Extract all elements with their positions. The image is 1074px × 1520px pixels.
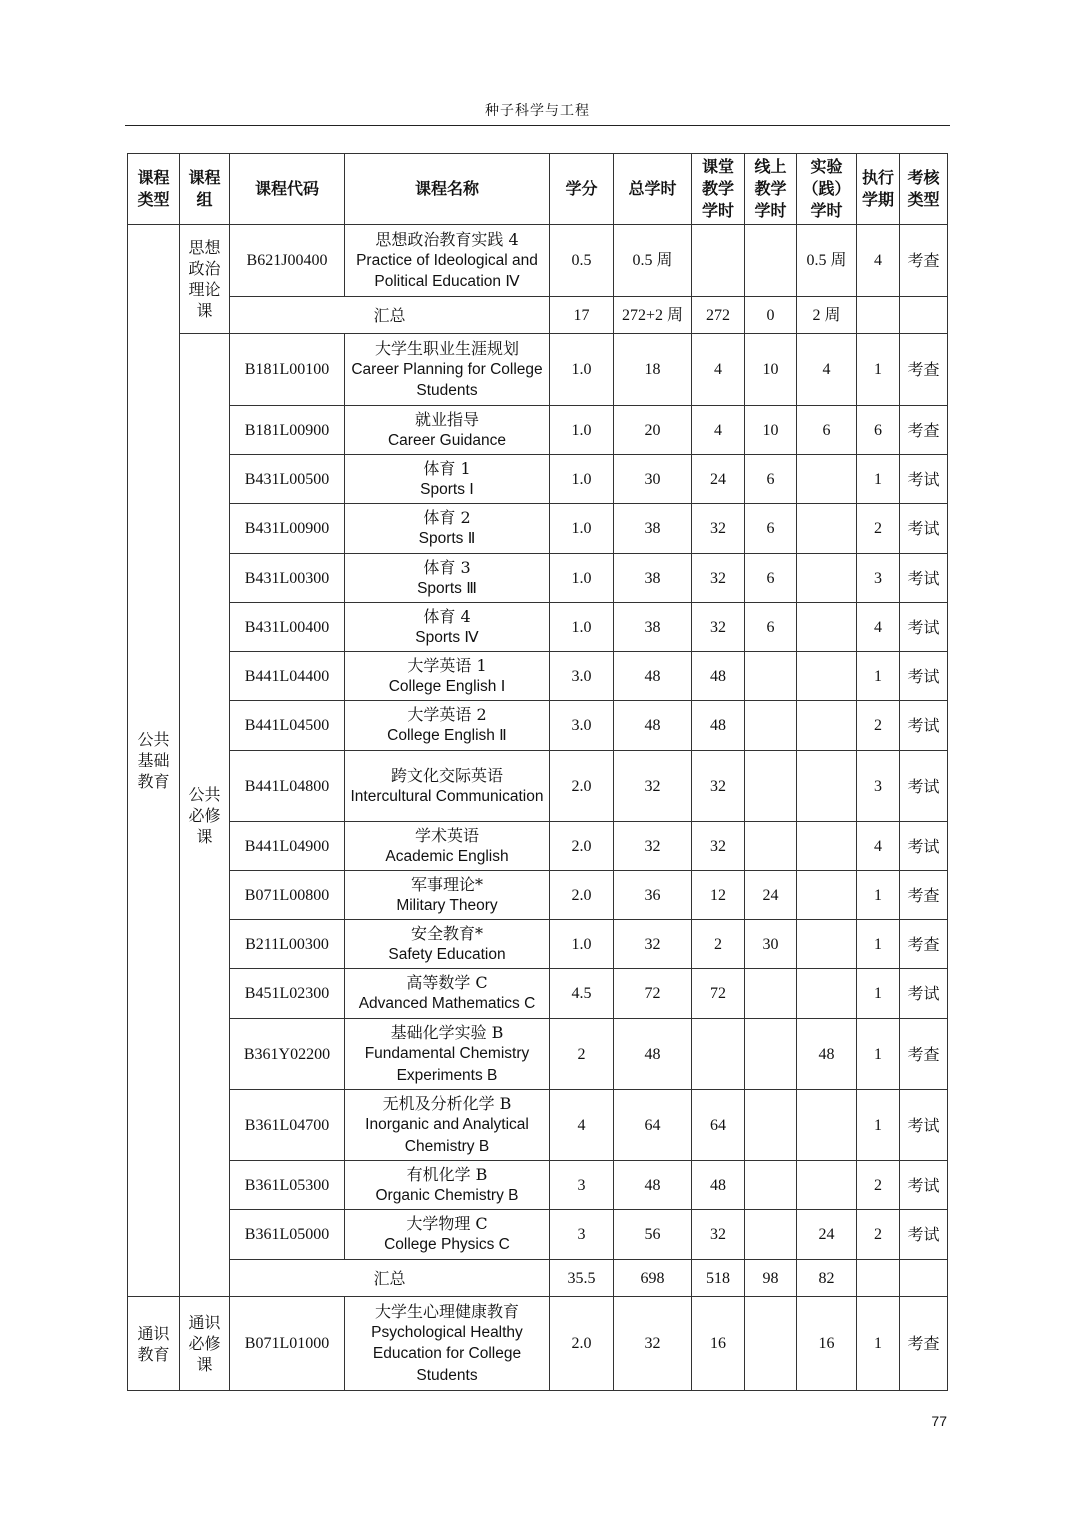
cell-total: 38 (614, 504, 692, 554)
cell-assess: 考试 (900, 822, 948, 871)
cell-total: 72 (614, 969, 692, 1019)
cell-assess: 考试 (900, 603, 948, 652)
cell-classroom: 64 (692, 1090, 745, 1161)
cell-online (745, 1019, 797, 1090)
summary-lab: 2 周 (797, 297, 857, 334)
course-name (345, 1210, 550, 1260)
course-name (345, 406, 550, 455)
cell-assess: 考查 (900, 406, 948, 455)
cell-online (745, 1297, 797, 1391)
cell-credit: 1.0 (550, 603, 614, 652)
cell-lab (797, 603, 857, 652)
header-col-total: 总学时 (614, 154, 692, 225)
course-name-en: Sports Ⅲ (417, 579, 477, 597)
header-col-credit: 学分 (550, 154, 614, 225)
cell-semester: 3 (857, 751, 900, 822)
course-name-cn: 无机及分析化学 B (382, 1094, 512, 1113)
cell-classroom: 32 (692, 504, 745, 554)
cell-online: 10 (745, 334, 797, 406)
cell-credit: 1.0 (550, 920, 614, 969)
course-code: B361Y02200 (230, 1019, 345, 1090)
cell-semester: 1 (857, 1019, 900, 1090)
course-name (345, 554, 550, 603)
table-row (128, 1297, 948, 1391)
cell-classroom: 32 (692, 1210, 745, 1260)
course-name-cn: 体育 4 (423, 606, 471, 626)
header-col-lab: 实验 （践） 学时 (797, 154, 857, 225)
cell-credit: 4.5 (550, 969, 614, 1019)
cell-online (745, 751, 797, 822)
course-name-en: College Physics C (384, 1236, 510, 1254)
cell-total: 32 (614, 822, 692, 871)
course-name (345, 1297, 550, 1391)
table-row (128, 652, 948, 701)
cell-online (745, 1210, 797, 1260)
course-name-cn: 体育 2 (423, 508, 471, 528)
cell-assess: 考试 (900, 751, 948, 822)
running-title: 种子科学与工程 (485, 103, 590, 119)
table-row (128, 1210, 948, 1260)
course-name (345, 871, 550, 920)
course-name-cn: 大学生职业生涯规划 (374, 338, 519, 358)
course-code: B431L00300 (230, 554, 345, 603)
course-code: B441L04500 (230, 701, 345, 751)
cell-total: 30 (614, 455, 692, 504)
cell-online (745, 652, 797, 701)
cell-assess: 考查 (900, 871, 948, 920)
course-name-en: Safety Education (388, 945, 506, 963)
cell-online (745, 1090, 797, 1161)
cell-credit: 3 (550, 1210, 614, 1260)
table-row (128, 1019, 948, 1090)
cell-online (745, 822, 797, 871)
cell-credit: 3 (550, 1161, 614, 1210)
cell-classroom: 48 (692, 1161, 745, 1210)
course-name (345, 334, 550, 406)
group-required: 公共 必修 课 (180, 334, 230, 1297)
cell-classroom: 24 (692, 455, 745, 504)
group-general: 通识 必修 课 (180, 1297, 230, 1391)
cell-lab (797, 652, 857, 701)
cell-lab (797, 920, 857, 969)
cell-assess: 考试 (900, 1090, 948, 1161)
cell-total: 38 (614, 554, 692, 603)
cell-semester: 1 (857, 334, 900, 406)
course-name-en: Sports Ⅰ (420, 480, 474, 498)
course-name (345, 1161, 550, 1210)
cell-lab (797, 822, 857, 871)
cell-classroom (692, 225, 745, 297)
table-row (128, 334, 948, 406)
cell-lab (797, 455, 857, 504)
cell-credit: 2.0 (550, 751, 614, 822)
cell-semester: 2 (857, 1210, 900, 1260)
cell-lab (797, 1090, 857, 1161)
cell-classroom: 4 (692, 334, 745, 406)
cell-semester: 2 (857, 504, 900, 554)
header-rule (125, 125, 950, 126)
cell-classroom (692, 1019, 745, 1090)
cell-credit: 4 (550, 1090, 614, 1161)
page-number: 77 (931, 1413, 947, 1429)
cell-semester: 2 (857, 701, 900, 751)
cell-lab: 48 (797, 1019, 857, 1090)
table-row (128, 554, 948, 603)
course-code: B071L01000 (230, 1297, 345, 1391)
cell-lab (797, 751, 857, 822)
course-code: B431L00900 (230, 504, 345, 554)
summary-classroom: 272 (692, 297, 745, 334)
course-name (345, 751, 550, 822)
table-row (128, 701, 948, 751)
cell-assess: 考试 (900, 1210, 948, 1260)
table-row (128, 455, 948, 504)
cell-lab (797, 1161, 857, 1210)
cell-credit: 1.0 (550, 554, 614, 603)
course-name-en: Advanced Mathematics C (358, 995, 536, 1013)
header-col-assess: 考核 类型 (900, 154, 948, 225)
course-name-en: Practice of Ideological and Political Education Ⅳ (356, 251, 538, 290)
course-name-en: College English Ⅱ (387, 727, 507, 745)
header-col-category: 课程 类型 (128, 154, 180, 225)
course-name (345, 920, 550, 969)
cell-classroom: 16 (692, 1297, 745, 1391)
table-row (128, 504, 948, 554)
table-row (128, 225, 948, 297)
course-name-cn: 思想政治教育实践 4 (375, 229, 519, 249)
summary-assess (900, 297, 948, 334)
cell-classroom: 32 (692, 822, 745, 871)
cell-credit: 0.5 (550, 225, 614, 297)
cell-assess: 考试 (900, 1161, 948, 1210)
table-row (128, 406, 948, 455)
header-col-name: 课程名称 (345, 154, 550, 225)
summary-total: 272+2 周 (614, 297, 692, 334)
cell-assess: 考查 (900, 1019, 948, 1090)
course-name-cn: 体育 1 (423, 458, 471, 478)
cell-semester: 1 (857, 1090, 900, 1161)
course-code: B431L00400 (230, 603, 345, 652)
course-name (345, 701, 550, 751)
table-row (128, 871, 948, 920)
cell-credit: 2.0 (550, 822, 614, 871)
course-name-en: Career Guidance (387, 431, 507, 449)
table-row (128, 1090, 948, 1161)
course-name-en: Organic Chemistry B (375, 1186, 519, 1204)
cell-classroom: 32 (692, 603, 745, 652)
header-col-online: 线上 教学 学时 (745, 154, 797, 225)
course-name-cn: 就业指导 (414, 409, 479, 429)
cell-total: 48 (614, 652, 692, 701)
cell-credit: 2.0 (550, 871, 614, 920)
table-row (128, 920, 948, 969)
cell-assess: 考试 (900, 455, 948, 504)
cell-semester: 1 (857, 1297, 900, 1391)
summary-lab: 82 (797, 1260, 857, 1297)
cell-total: 48 (614, 1019, 692, 1090)
cell-classroom: 12 (692, 871, 745, 920)
course-name-en: Sports Ⅳ (415, 628, 479, 646)
summary-row (128, 1260, 948, 1297)
course-code: B361L05000 (230, 1210, 345, 1260)
header-col-code: 课程代码 (230, 154, 345, 225)
cell-online (745, 1161, 797, 1210)
cell-total: 64 (614, 1090, 692, 1161)
course-code: B361L04700 (230, 1090, 345, 1161)
cell-online: 30 (745, 920, 797, 969)
course-code: B071L00800 (230, 871, 345, 920)
cell-online: 6 (745, 554, 797, 603)
summary-classroom: 518 (692, 1260, 745, 1297)
cell-assess: 考试 (900, 554, 948, 603)
course-code: B431L00500 (230, 455, 345, 504)
cell-classroom: 48 (692, 652, 745, 701)
cell-online (745, 225, 797, 297)
course-name-en: Career Planning for College Students (351, 360, 543, 399)
group-ideology: 思想 政治 理论 课 (180, 225, 230, 334)
summary-credit: 35.5 (550, 1260, 614, 1297)
table-row (128, 751, 948, 822)
cell-semester: 4 (857, 225, 900, 297)
summary-row (128, 297, 948, 334)
cell-online: 10 (745, 406, 797, 455)
cell-online: 6 (745, 504, 797, 554)
course-name-en: Military Theory (396, 896, 498, 914)
cell-semester: 1 (857, 920, 900, 969)
header-col-classroom: 课堂 教学 学时 (692, 154, 745, 225)
cell-lab (797, 504, 857, 554)
cell-lab (797, 969, 857, 1019)
course-name-cn: 高等数学 C (406, 973, 488, 993)
course-code: B441L04800 (230, 751, 345, 822)
cell-semester: 1 (857, 652, 900, 701)
cell-assess: 考查 (900, 920, 948, 969)
cell-credit: 2 (550, 1019, 614, 1090)
cell-assess: 考查 (900, 334, 948, 406)
course-code: B181L00900 (230, 406, 345, 455)
table-header-row (128, 154, 948, 225)
cell-total: 18 (614, 334, 692, 406)
summary-semester (857, 1260, 900, 1297)
cell-credit: 1.0 (550, 455, 614, 504)
course-name-cn: 大学英语 1 (407, 655, 487, 675)
cell-lab (797, 871, 857, 920)
cell-assess: 考查 (900, 225, 948, 297)
course-name (345, 652, 550, 701)
cell-total: 38 (614, 603, 692, 652)
category-public: 公共 基础 教育 (128, 225, 180, 1297)
course-name-en: Sports Ⅱ (418, 530, 476, 548)
course-name-cn: 大学英语 2 (407, 705, 487, 725)
cell-semester: 3 (857, 554, 900, 603)
course-name-cn: 大学物理 C (406, 1214, 488, 1234)
cell-classroom: 32 (692, 554, 745, 603)
cell-lab (797, 701, 857, 751)
cell-credit: 1.0 (550, 504, 614, 554)
course-name-cn: 有机化学 B (406, 1164, 488, 1184)
cell-classroom: 72 (692, 969, 745, 1019)
cell-lab: 4 (797, 334, 857, 406)
cell-lab: 16 (797, 1297, 857, 1391)
cell-lab: 24 (797, 1210, 857, 1260)
cell-credit: 3.0 (550, 701, 614, 751)
course-name (345, 1090, 550, 1161)
course-code: B361L05300 (230, 1161, 345, 1210)
course-name (345, 225, 550, 297)
table-row (128, 1161, 948, 1210)
cell-semester: 2 (857, 1161, 900, 1210)
category-general: 通识 教育 (128, 1297, 180, 1391)
cell-total: 0.5 周 (614, 225, 692, 297)
summary-label: 汇总 (230, 1260, 550, 1297)
course-code: B181L00100 (230, 334, 345, 406)
course-name-en: College English Ⅰ (388, 677, 506, 695)
course-name-cn: 大学生心理健康教育 (374, 1301, 519, 1321)
summary-credit: 17 (550, 297, 614, 334)
cell-total: 48 (614, 701, 692, 751)
course-name-en: Academic English (385, 847, 509, 865)
cell-assess: 考试 (900, 652, 948, 701)
cell-total: 32 (614, 1297, 692, 1391)
summary-online: 98 (745, 1260, 797, 1297)
course-name-cn: 基础化学实验 B (390, 1023, 504, 1042)
cell-total: 48 (614, 1161, 692, 1210)
course-name-en: Psychological Healthy Education for College Students (371, 1323, 523, 1384)
course-code: B451L02300 (230, 969, 345, 1019)
course-code: B441L04400 (230, 652, 345, 701)
cell-assess: 考试 (900, 701, 948, 751)
cell-classroom: 32 (692, 751, 745, 822)
cell-online: 6 (745, 603, 797, 652)
cell-credit: 1.0 (550, 406, 614, 455)
course-name-cn: 跨文化交际英语 (390, 765, 503, 785)
cell-semester: 1 (857, 455, 900, 504)
course-name-cn: 学术英语 (414, 825, 479, 845)
course-name (345, 455, 550, 504)
course-name (345, 1019, 550, 1090)
cell-semester: 4 (857, 603, 900, 652)
course-name (345, 822, 550, 871)
course-name (345, 969, 550, 1019)
cell-classroom: 4 (692, 406, 745, 455)
course-code: B621J00400 (230, 225, 345, 297)
summary-total: 698 (614, 1260, 692, 1297)
cell-credit: 1.0 (550, 334, 614, 406)
course-name (345, 504, 550, 554)
cell-assess: 考试 (900, 504, 948, 554)
course-name-cn: 军事理论* (410, 874, 483, 894)
course-code: B211L00300 (230, 920, 345, 969)
cell-online: 24 (745, 871, 797, 920)
course-name-cn: 体育 3 (423, 557, 471, 577)
course-name-cn: 安全教育* (410, 923, 483, 943)
course-code: B441L04900 (230, 822, 345, 871)
cell-assess: 考查 (900, 1297, 948, 1391)
summary-label: 汇总 (230, 297, 550, 334)
cell-online (745, 969, 797, 1019)
cell-total: 32 (614, 751, 692, 822)
cell-semester: 6 (857, 406, 900, 455)
cell-semester: 4 (857, 822, 900, 871)
course-name-en: Intercultural Communication (350, 787, 544, 805)
course-name (345, 603, 550, 652)
cell-lab: 0.5 周 (797, 225, 857, 297)
cell-lab: 6 (797, 406, 857, 455)
cell-credit: 2.0 (550, 1297, 614, 1391)
table-row (128, 822, 948, 871)
cell-assess: 考试 (900, 969, 948, 1019)
course-name-en: Inorganic and Analytical Chemistry B (365, 1116, 529, 1155)
summary-online: 0 (745, 297, 797, 334)
cell-total: 36 (614, 871, 692, 920)
cell-total: 20 (614, 406, 692, 455)
cell-credit: 3.0 (550, 652, 614, 701)
cell-online: 6 (745, 455, 797, 504)
course-name-en: Fundamental Chemistry Experiments B (364, 1045, 530, 1084)
summary-semester (857, 297, 900, 334)
cell-classroom: 48 (692, 701, 745, 751)
cell-total: 56 (614, 1210, 692, 1260)
table-row (128, 603, 948, 652)
cell-total: 32 (614, 920, 692, 969)
table-row (128, 969, 948, 1019)
cell-online (745, 701, 797, 751)
cell-lab (797, 554, 857, 603)
header-col-group: 课程 组 (180, 154, 230, 225)
header-col-semester: 执行 学期 (857, 154, 900, 225)
cell-semester: 1 (857, 871, 900, 920)
cell-classroom: 2 (692, 920, 745, 969)
summary-assess (900, 1260, 948, 1297)
cell-semester: 1 (857, 969, 900, 1019)
course-table (127, 153, 948, 1391)
